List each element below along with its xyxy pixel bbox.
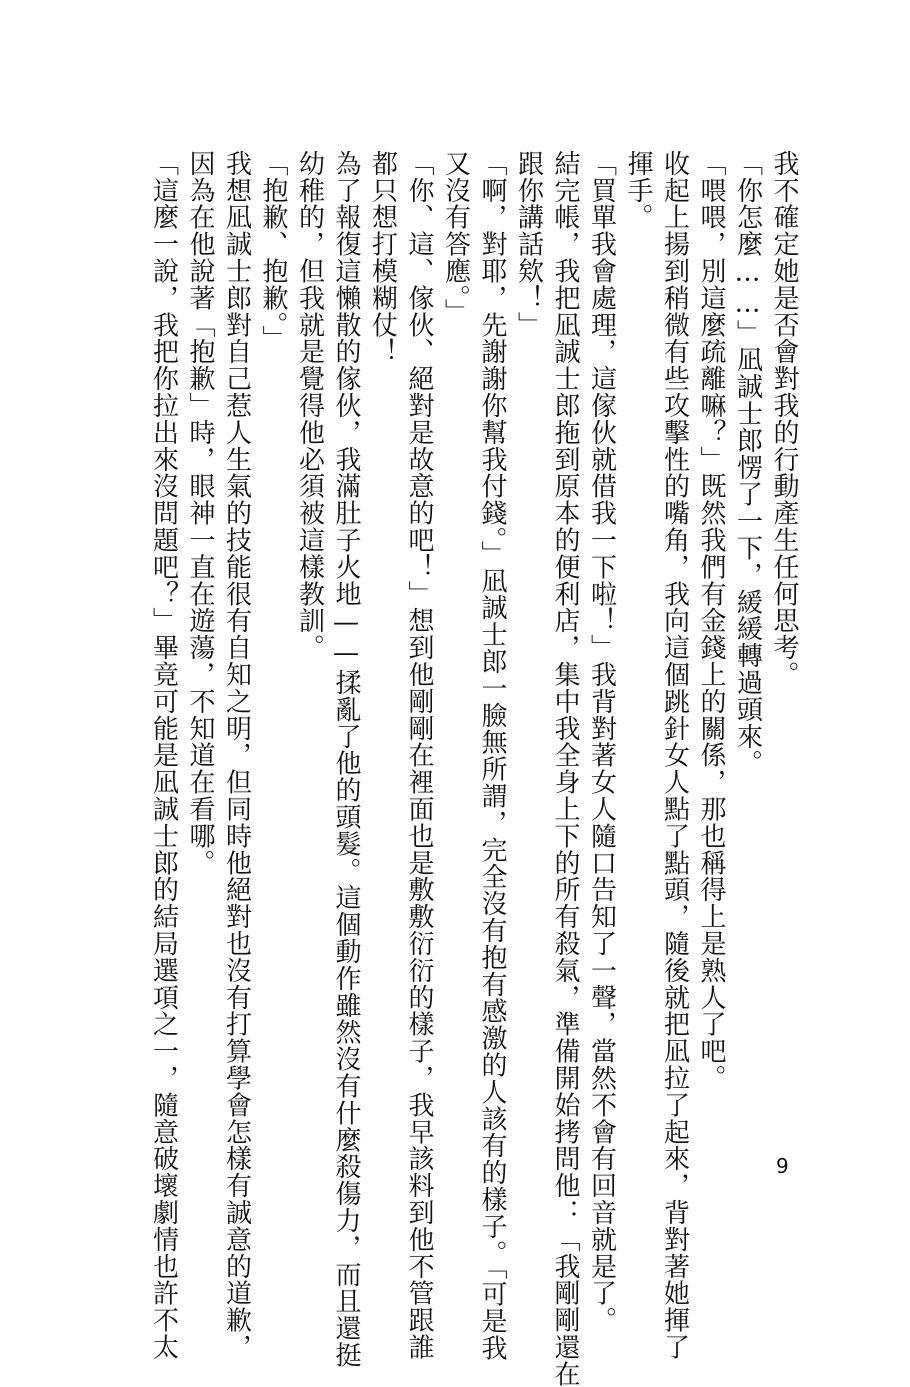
text-line-14: 幼稚的，但我就是覺得他必須被這樣教訓。 [294,150,325,662]
page-number: 9 [776,1154,789,1178]
text-line-15: 「抱歉、抱歉。」 [258,150,288,353]
text-line-17: 因為在他說著「抱歉」時，眼神一直在遊蕩，不知道在看哪。 [185,150,215,877]
text-line-10: 又沒有答應。」 [440,150,471,326]
text-line-13: 為了報復這懶散的傢伙，我滿肚子火地——揉亂了他的頭髮。這個動作雖然沒有什麼殺傷力，而且還挺 [331,150,361,1369]
text-line-6: 「買單我會處理，這傢伙就借我一下啦！」我背對著女人隨口告知了一聲，當然不會有回音就是了。 [586,150,617,1334]
text-line-16: 我想凪誠士郎對自己惹人生氣的技能很有自知之明，但同時他絕對也沒有打算學會怎樣有誠意的道歉， [221,150,252,1361]
text-line-5: 揮手。 [623,150,653,231]
text-line-11: 「你、這、傢伙、絕對是故意的吧！」想到他剛剛在裡面也是敷敷衍衍的樣子，我早該料到他不管跟誰 [404,150,434,1361]
text-line-7: 結完帳，我把凪誠士郎拖到原本的便利店，集中我全身上下的所有殺氣，準備開始拷問他：「我剛剛還在 [550,150,580,1387]
text-line-3: 「喂喂，別這麼疏離嘛？」既然我們有金錢上的關係，那也稱得上是熟人了吧。 [696,150,726,1092]
text-line-2: 「你怎麼……」凪誠士郎愣了一下，緩緩轉過頭來。 [732,150,763,777]
text-line-8: 跟你講話欸！」 [513,150,544,339]
text-line-1: 我不確定她是否會對我的行動產生任何思考。 [769,150,799,688]
text-line-4: 收起上揚到稍微有些攻擊性的嘴角，我向這個跳針女人點了點頭，隨後就把凪拉了起來，背對著她揮了 [659,150,690,1361]
text-line-12: 都只想打模糊仗！ [367,150,398,366]
text-line-9: 「啊，對耶，先謝謝你幫我付錢。」凪誠士郎一臉無所謂，完全沒有抱有感激的人該有的樣子。「可是我 [477,150,507,1362]
vertical-text-body [102,150,802,1387]
text-line-18: 「這麼一說，我把你拉出來沒問題吧？」畢竟可能是凪誠士郎的結局選項之一，隨意破壞劇情也許不太 [148,150,179,1361]
